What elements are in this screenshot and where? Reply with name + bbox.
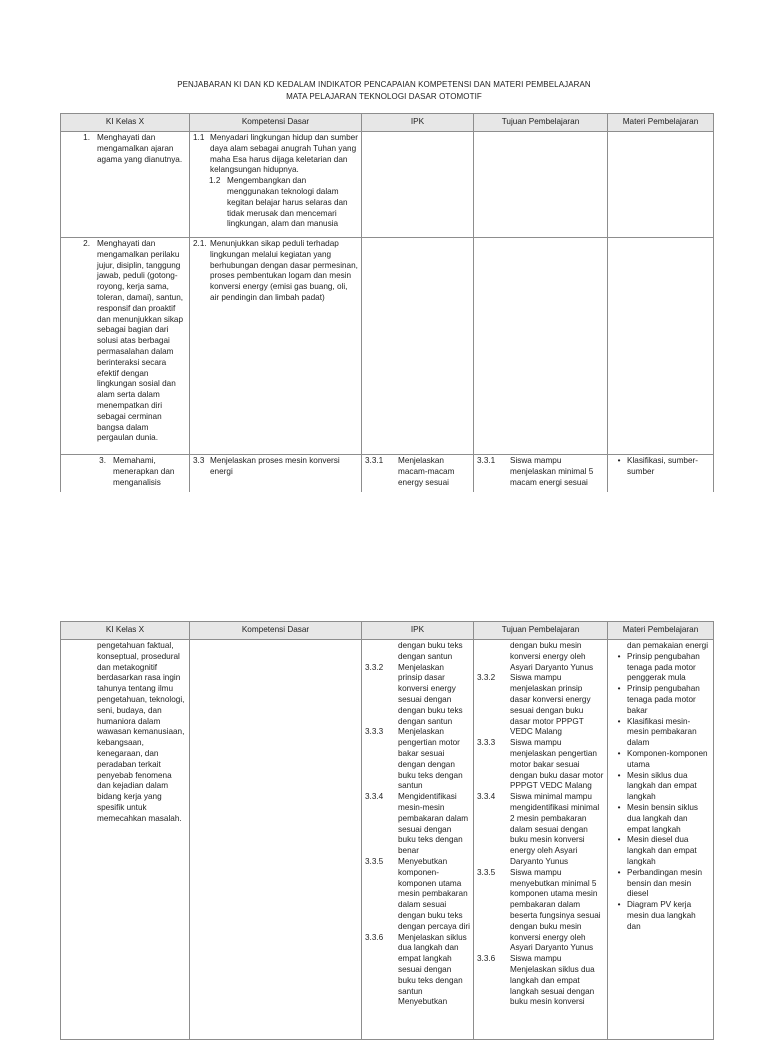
- kd-text: Menunjukkan sikap peduli terhadap lingkungan melalui kegiatan yang berhubungan dengan dasar permesinan, proses pembentukan logam dan mesin konversi energy (emisi gas buang, oli, air pendingin dan limbah padat): [210, 239, 358, 302]
- bullet-icon: •: [617, 456, 621, 465]
- ipk-text: Menjelaskan siklus dua langkah dan empat langkah sesuai dengan buku teks dengan santun: [398, 932, 467, 996]
- header-tujuan: Tujuan Pembelajaran: [474, 622, 608, 640]
- kd-text: Menyadari lingkungan hidup dan sumber daya alam sebagai anugrah Tuhan yang maha Esa harus dijaga keletarian dan kelangsungan hidupnya.: [210, 133, 358, 175]
- bullet-icon: •: [617, 651, 621, 661]
- ipk-item: [365, 792, 470, 857]
- kd-cell: [190, 132, 362, 238]
- bullet-icon: •: [617, 684, 621, 694]
- header-ipk: IPK: [362, 114, 474, 132]
- ipk-number: 3.3.1: [365, 456, 384, 465]
- tujuan-continued-text: dengan buku mesin konversi energy oleh Asyari Daryanto Yunus: [510, 641, 594, 672]
- tujuan-number: 3.3.5: [477, 867, 496, 877]
- table-row: [61, 640, 714, 1040]
- materi-text: Klasifikasi mesin-mesin pembakaran dalam: [627, 716, 697, 748]
- table-header-row: [61, 622, 714, 640]
- header-ipk: IPK: [362, 622, 474, 640]
- ipk-text: Menyebutkan: [398, 997, 448, 1007]
- kd-text: Mengembangkan dan menggunakan teknologi dalam kegitan belajar harus selaras dan tidak merusak dan mencemari lingkungan, alam dan manusia: [227, 176, 348, 229]
- header-kd: Kompetensi Dasar: [190, 114, 362, 132]
- ipk-item: [365, 997, 470, 1008]
- list-item: [611, 717, 710, 749]
- kd-cell: [190, 238, 362, 455]
- tujuan-text: Siswa mampu menjelaskan pengertian motor bakar sesuai dengan buku dasar motor PPPGT VEDC Malang: [510, 738, 604, 791]
- ipk-item: [365, 663, 470, 728]
- ipk-number: 3.3.5: [365, 856, 384, 866]
- materi-continued-text: dan pemakaian energi: [627, 641, 709, 650]
- list-item: [611, 835, 710, 867]
- ipk-cell: [362, 238, 474, 455]
- ipk-item: [365, 933, 470, 998]
- ki-text: Menghayati dan mengamalkan ajaran agama yang dianutnya.: [97, 133, 183, 164]
- tujuan-text: Siswa mampu menjelaskan prinsip dasar konversi energy sesuai dengan buku dasar motor PPPGT VEDC Malang: [510, 673, 591, 737]
- tujuan-number: 3.3.2: [477, 673, 496, 683]
- kd-text: Menjelaskan proses mesin konversi energi: [210, 456, 340, 476]
- tujuan-number: 3.3.6: [477, 954, 496, 964]
- bullet-icon: •: [617, 867, 621, 877]
- bullet-icon: •: [617, 802, 621, 812]
- ipk-continued-text: dengan buku teks dengan santun: [398, 641, 463, 661]
- tujuan-item: [477, 954, 604, 1008]
- kd-number: 1.2: [209, 176, 221, 186]
- tujuan-text: Siswa mampu menjelaskan minimal 5 macam energi sesuai: [510, 456, 594, 487]
- ipk-number: 3.3.3: [365, 727, 384, 737]
- list-item: [611, 652, 710, 684]
- tujuan-item: [477, 868, 604, 954]
- title-line-2: MATA PELAJARAN TEKNOLOGI DASAR OTOMOTIF: [286, 91, 482, 101]
- materi-text: Perbandingan mesin bensin dan mesin diesel: [627, 867, 703, 899]
- ipk-text: Menjelaskan pengertian motor bakar sesuai dengan dengan buku teks dengan santun: [398, 727, 463, 791]
- materi-cell: [608, 640, 714, 1040]
- ki-text: pengetahuan faktual, konseptual, prosedural dan metakognitif berdasarkan rasa ingin tahunya tentang ilmu pengetahuan, teknologi, seni, budaya, dan humaniora dalam wawasan kemanusiaan, kebangsaan, kenegaraan, dan peradaban terkait penyebab fenomena dan kejadian dalam bidang kerja yang spesifik untuk memecahkan masalah.: [97, 641, 185, 823]
- tujuan-item: [477, 738, 604, 792]
- table-row: [61, 238, 714, 455]
- ki-text: Menghayati dan mengamalkan perilaku jujur, disiplin, tanggung jawab, peduli (gotong-royong, kerja sama, toleran, damai), santun, responsif dan proaktif dan menunjukkan sikap sebagai bagian dari solusi atas berbagai permasalahan dalam berinteraksi secara efektif dengan lingkungan sosial dan alam serta dalam menempatkan diri sebagai cerminan bangsa dalam pergaulan dunia.: [97, 239, 184, 443]
- tujuan-text: Siswa mampu menyebutkan minimal 5 komponen utama mesin pembakaran dalam beserta fungsinya sesuai dengan buku mesin konversi energy oleh Asyari Daryanto Yunus: [510, 867, 601, 953]
- materi-text: Mesin siklus dua langkah dan empat langkah: [627, 770, 697, 802]
- competency-table-page-1: [60, 113, 714, 492]
- header-tujuan: Tujuan Pembelajaran: [474, 114, 608, 132]
- bullet-icon: •: [617, 900, 621, 910]
- tujuan-item: [477, 792, 604, 868]
- ki-cell: [61, 132, 190, 238]
- header-materi: Materi Pembelajaran: [608, 114, 714, 132]
- header-ki: KI Kelas X: [61, 622, 190, 640]
- header-kd: Kompetensi Dasar: [190, 622, 362, 640]
- ki-cell: [61, 455, 190, 493]
- materi-cell: [608, 455, 714, 493]
- kd-number: 1.1: [193, 133, 205, 142]
- header-materi: Materi Pembelajaran: [608, 622, 714, 640]
- ki-text: Memahami, menerapkan dan menganalisis: [113, 456, 175, 487]
- ipk-item: [365, 857, 470, 933]
- materi-text: Mesin bensin siklus dua langkah dan empat langkah: [627, 802, 698, 834]
- ipk-text: Mengidentifikasi mesin-mesin pembakaran dalam sesuai dengan buku teks dengan benar: [398, 792, 469, 856]
- tujuan-text: Siswa minimal mampu mengidentifikasi minimal 2 mesin pembakaran dalam sesuai dengan buku mesin konversi energy oleh Asyari Daryanto Yunus: [510, 792, 600, 866]
- ki-cell: [61, 640, 190, 1040]
- ipk-text: Menyebutkan komponen-komponen utama mesin pembakaran dalam sesuai dengan buku teks dengan percaya diri: [398, 856, 470, 931]
- tujuan-cell: [474, 455, 608, 493]
- ipk-text: Menjelaskan macam-macam energy sesuai: [398, 456, 455, 487]
- materi-cell: [608, 132, 714, 238]
- ipk-number: 3.3.4: [365, 792, 384, 802]
- ki-cell: [61, 238, 190, 455]
- list-item: [611, 749, 710, 771]
- ki-number: 1.: [83, 133, 90, 142]
- ipk-text: Menjelaskan prinsip dasar konversi energy sesuai dengan dengan buku teks dengan santun: [398, 662, 463, 726]
- kd-number: 3.3: [193, 456, 205, 465]
- title-line-1: PENJABARAN KI DAN KD KEDALAM INDIKATOR PENCAPAIAN KOMPETENSI DAN MATERI PEMBELAJARAN: [177, 79, 591, 89]
- bullet-icon: •: [617, 716, 621, 726]
- ki-number: 3.: [99, 456, 106, 465]
- materi-text: Komponen-komponen utama: [627, 748, 708, 769]
- tujuan-number: 3.3.4: [477, 792, 496, 802]
- materi-text: Klasifikasi, sumber-sumber: [627, 456, 698, 476]
- kd-cell: [190, 455, 362, 493]
- ki-number: 2.: [83, 239, 90, 248]
- materi-text: Diagram PV kerja mesin dua langkah dan: [627, 900, 696, 931]
- bullet-icon: •: [617, 835, 621, 845]
- header-ki: KI Kelas X: [61, 114, 190, 132]
- ipk-number: 3.3.2: [365, 662, 384, 672]
- materi-text: Mesin diesel dua langkah dan empat langkah: [627, 835, 697, 866]
- table-row: [61, 132, 714, 238]
- tujuan-text: Siswa mampu Menjelaskan siklus dua langkah dan empat langkah sesuai dengan buku mesin konversi: [510, 954, 595, 1007]
- list-item: [611, 771, 710, 803]
- bullet-icon: •: [617, 770, 621, 780]
- tujuan-item: [477, 673, 604, 738]
- ipk-number: 3.3.6: [365, 932, 384, 942]
- list-item: [611, 456, 710, 478]
- kd-number: 2.1.: [193, 239, 207, 248]
- list-item: [611, 684, 710, 716]
- list-item: [611, 900, 710, 932]
- tujuan-number: 3.3.1: [477, 456, 496, 465]
- bullet-icon: •: [617, 748, 621, 758]
- list-item: [611, 803, 710, 835]
- ipk-cell: [362, 455, 474, 493]
- tujuan-cell: [474, 238, 608, 455]
- tujuan-cell: [474, 132, 608, 238]
- materi-text: Prinsip pengubahan tenaga pada motor bakar: [627, 684, 700, 715]
- competency-table-page-2: [60, 621, 714, 1040]
- materi-cell: [608, 238, 714, 455]
- table-row: [61, 455, 714, 493]
- ipk-item: [365, 727, 470, 792]
- materi-text: Prinsip pengubahan tenaga pada motor penggerak mula: [627, 651, 700, 683]
- tujuan-cell: [474, 640, 608, 1040]
- kd-cell: [190, 640, 362, 1040]
- page-1-clip: [0, 0, 768, 492]
- table-header-row: [61, 114, 714, 132]
- ipk-cell: [362, 640, 474, 1040]
- tujuan-number: 3.3.3: [477, 738, 496, 748]
- ipk-cell: [362, 132, 474, 238]
- ipk-number: [365, 997, 398, 1008]
- list-item: [611, 868, 710, 900]
